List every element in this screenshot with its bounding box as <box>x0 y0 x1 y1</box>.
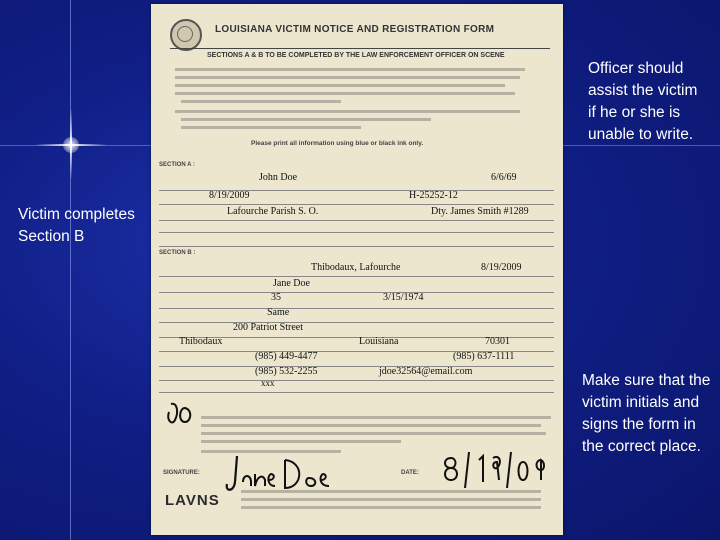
note-victim-completes: Victim completes Section B <box>18 206 135 245</box>
victim-initials-signature <box>163 400 203 440</box>
victim-name: Jane Doe <box>273 278 310 289</box>
evening-phone: (985) 532-2255 <box>255 366 318 377</box>
signature-label: SIGNATURE: <box>163 470 200 476</box>
section-a-header: SECTION A : <box>159 162 195 168</box>
state-seal-icon <box>170 19 202 51</box>
arrestee-name: John Doe <box>259 172 298 183</box>
email: jdoe32564@email.com <box>379 366 473 377</box>
state: Louisiana <box>359 336 399 347</box>
check-mark: xxx <box>261 378 275 388</box>
sections-ab-header: SECTIONS A & B TO BE COMPLETED BY THE LAW ENFORCEMENT OFFICER ON SCENE <box>207 52 505 59</box>
arresting-agency: Lafourche Parish S. O. <box>227 206 319 217</box>
section-b-header: SECTION B : <box>159 250 196 256</box>
cell-phone: (985) 637-1111 <box>453 351 515 362</box>
sparkle-icon <box>35 108 107 180</box>
city: Thibodaux <box>179 336 223 347</box>
date-of-crime: 8/19/2009 <box>481 262 522 273</box>
incident-number: H-25252-12 <box>409 190 458 201</box>
victim-dob: 3/15/1974 <box>383 292 424 303</box>
mailing-address: 200 Patriot Street <box>233 322 303 333</box>
arrestee-dob: 6/6/69 <box>491 172 517 183</box>
form-title: LOUISIANA VICTIM NOTICE AND REGISTRATION FORM <box>215 24 495 35</box>
date-label: DATE: <box>401 470 419 476</box>
arresting-officer: Dty. James Smith #1289 <box>431 206 529 217</box>
registration-form-image <box>151 4 563 535</box>
crime-location: Thibodaux, Lafourche <box>311 262 401 273</box>
victim-age: 35 <box>271 292 281 303</box>
person-requesting: Same <box>267 307 290 318</box>
signature-date <box>441 448 556 490</box>
decorative-vertical-line <box>70 0 71 540</box>
lavns-logo: LAVNS <box>165 492 220 509</box>
note-officer-assist: Officer should assist the victim if he or she is unable to write. <box>588 60 698 143</box>
date-of-arrest: 8/19/2009 <box>209 190 250 201</box>
print-instruction: Please print all information using blue or black ink only. <box>251 140 424 147</box>
note-initials-sign: Make sure that the victim initials and signs the form in the correct place. <box>582 372 711 455</box>
zip-code: 70301 <box>485 336 510 347</box>
daytime-phone: (985) 449-4477 <box>255 351 318 362</box>
